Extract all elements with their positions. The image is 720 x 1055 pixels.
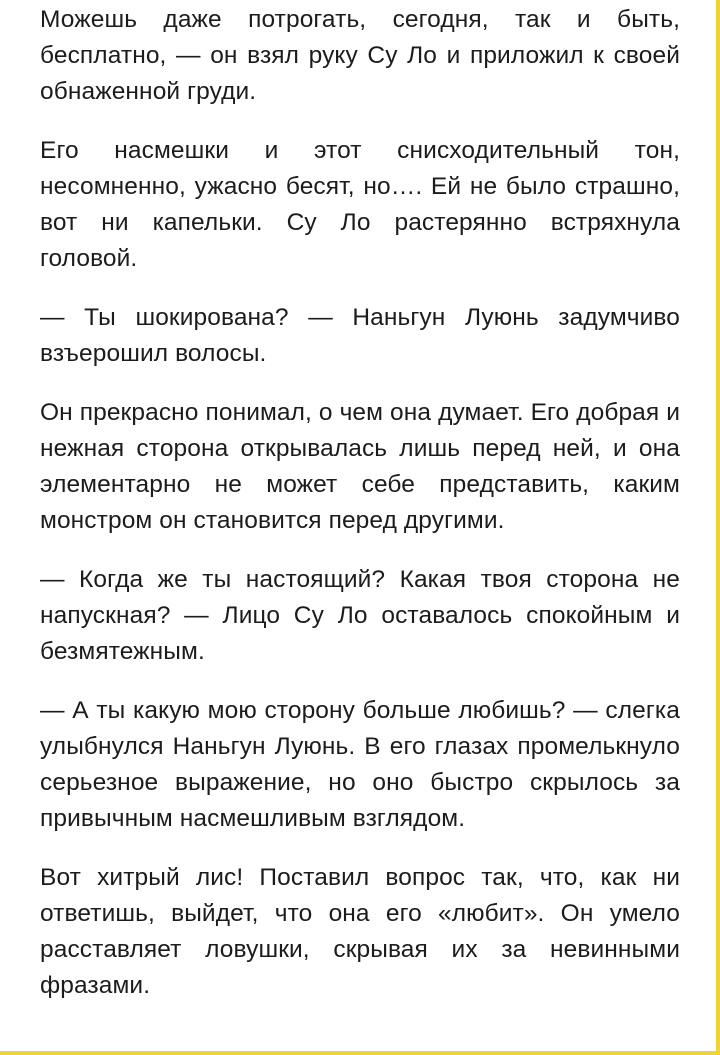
paragraph-1: Можешь даже потрогать, сегодня, так и быть, бесплатно, — он взял руку Су Ло и приложил к своей обнаженной груди. <box>40 6 680 105</box>
paragraph-4: Он прекрасно понимал, о чем она думает. Его добрая и нежная сторона открывалась лишь перед ней, и она элементарно не может себе представить, каким монстром он становится перед другими. <box>40 399 680 534</box>
paragraph-5: — Когда же ты настоящий? Какая твоя сторона не напускная? — Лицо Су Ло оставалось спокойным и безмятежным. <box>40 566 680 665</box>
paragraph-3: — Ты шокирована? — Наньгун Луюнь задумчиво взъерошил волосы. <box>40 304 680 367</box>
page-frame-right-edge <box>716 0 720 1055</box>
paragraph-7: Вот хитрый лис! Поставил вопрос так, что, как ни ответишь, выйдет, что она его «любит». Он умело расставляет ловушки, скрывая их за невинными фразами. <box>40 864 680 999</box>
paragraph-2: Его насмешки и этот снисходительный тон, несомненно, ужасно бесят, но…. Ей не было страшно, вот ни капельки. Су Ло растерянно встряхнула головой. <box>40 137 680 272</box>
reader-text-area <box>40 2 680 1027</box>
page-frame-bottom-edge <box>0 1051 720 1055</box>
paragraph-6: — А ты какую мою сторону больше любишь? — слегка улыбнулся Наньгун Луюнь. В его глазах промелькнуло серьезное выражение, но оно быстро скрылось за привычным насмешливым взглядом. <box>40 697 680 832</box>
